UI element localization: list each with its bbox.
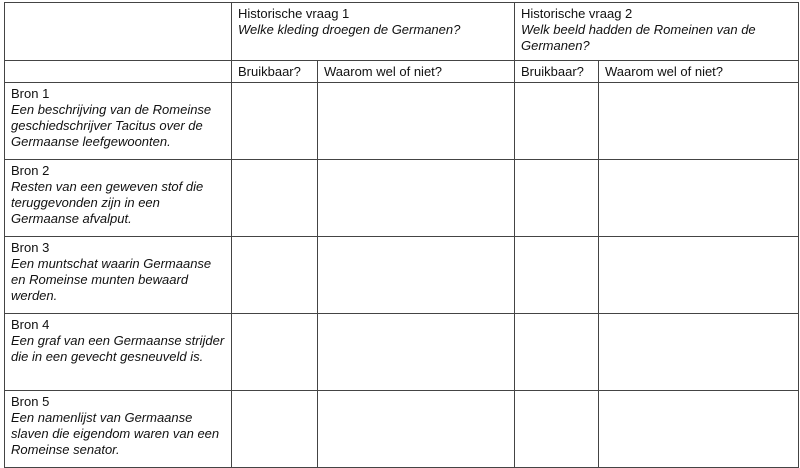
source-1-description: Een beschrijving van de Romeinse geschiedschrijver Tacitus over de Germaanse leefgewoonten.	[11, 102, 212, 149]
q1-why-answer-2[interactable]	[318, 160, 515, 237]
column-header-row	[5, 61, 799, 83]
question-header-row	[5, 3, 799, 61]
source-row-3	[5, 237, 799, 314]
question-2-text: Welk beeld hadden de Romeinen van de Germanen?	[521, 22, 756, 53]
q1-usable-answer-1[interactable]	[232, 83, 318, 160]
q2-why-header: Waarom wel of niet?	[599, 61, 799, 83]
q2-why-answer-4[interactable]	[599, 314, 799, 391]
source-row-1	[5, 83, 799, 160]
question-2-header	[515, 3, 799, 61]
q1-usable-answer-4[interactable]	[232, 314, 318, 391]
source-3-cell	[5, 237, 232, 314]
source-evaluation-table	[4, 2, 799, 468]
source-4-description: Een graf van een Germaanse strijder die in een gevecht gesneuveld is.	[11, 333, 225, 364]
question-1-text: Welke kleding droegen de Germanen?	[238, 22, 461, 37]
source-row-2	[5, 160, 799, 237]
q1-why-answer-4[interactable]	[318, 314, 515, 391]
source-4-cell	[5, 314, 232, 391]
empty-corner-cell	[5, 3, 232, 61]
q2-why-answer-3[interactable]	[599, 237, 799, 314]
source-3-title: Bron 3	[11, 240, 50, 255]
source-1-cell	[5, 83, 232, 160]
q1-why-header: Waarom wel of niet?	[318, 61, 515, 83]
q2-usable-header: Bruikbaar?	[515, 61, 599, 83]
q1-why-answer-1[interactable]	[318, 83, 515, 160]
q1-usable-answer-3[interactable]	[232, 237, 318, 314]
source-1-title: Bron 1	[11, 86, 50, 101]
question-2-title: Historische vraag 2	[521, 6, 633, 21]
q2-why-answer-2[interactable]	[599, 160, 799, 237]
question-1-title: Historische vraag 1	[238, 6, 350, 21]
source-2-title: Bron 2	[11, 163, 50, 178]
source-3-description: Een muntschat waarin Germaanse en Romeinse munten bewaard werden.	[11, 256, 212, 303]
source-5-title: Bron 5	[11, 394, 50, 409]
question-1-header	[232, 3, 515, 61]
empty-subheader-cell	[5, 61, 232, 83]
source-row-4	[5, 314, 799, 391]
source-2-description: Resten van een geweven stof die teruggevonden zijn in een Germaanse afvalput.	[11, 179, 204, 226]
source-2-cell	[5, 160, 232, 237]
q1-usable-answer-2[interactable]	[232, 160, 318, 237]
q1-why-answer-3[interactable]	[318, 237, 515, 314]
q2-usable-answer-3[interactable]	[515, 237, 599, 314]
q1-usable-header: Bruikbaar?	[232, 61, 318, 83]
q2-usable-answer-4[interactable]	[515, 314, 599, 391]
source-4-title: Bron 4	[11, 317, 50, 332]
q2-usable-answer-1[interactable]	[515, 83, 599, 160]
q2-why-answer-1[interactable]	[599, 83, 799, 160]
q2-usable-answer-2[interactable]	[515, 160, 599, 237]
source-5-description: Een namenlijst van Germaanse slaven die eigendom waren van een Romeinse senator.	[11, 410, 220, 457]
